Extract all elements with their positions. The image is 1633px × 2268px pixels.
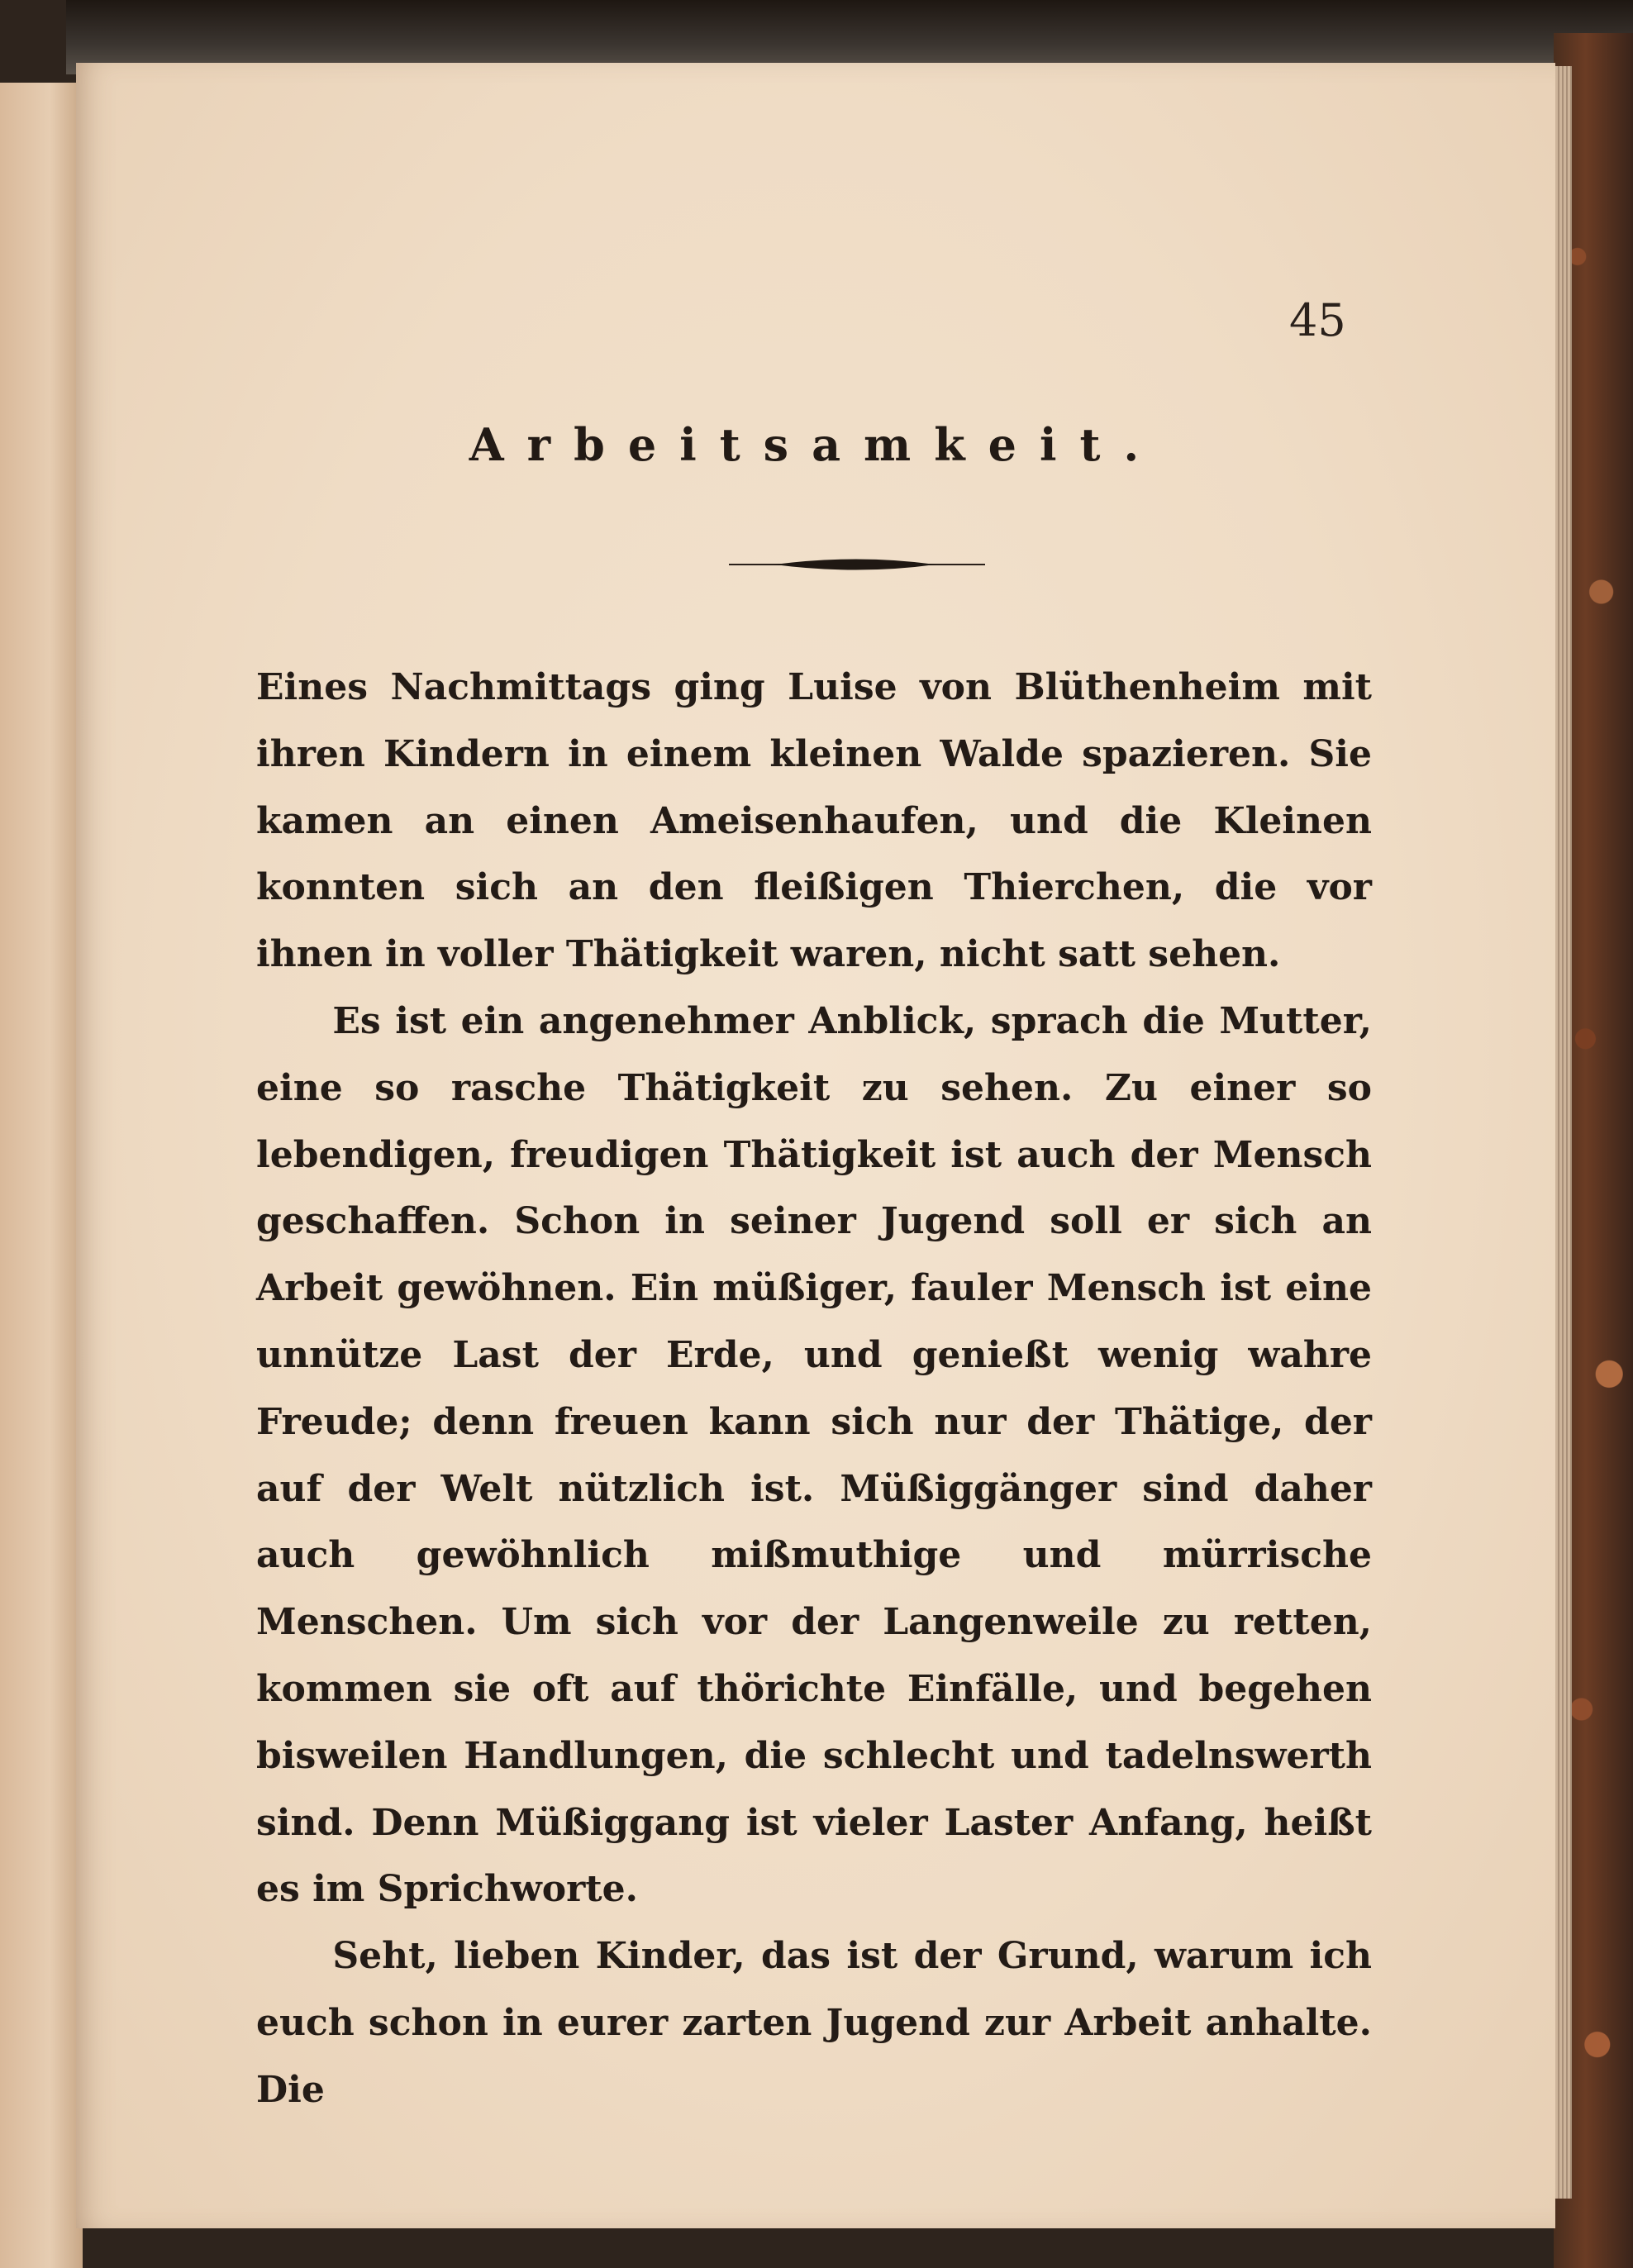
paragraph-2: Es ist ein angenehmer Anblick, sprach die Mutter, eine so rasche Thätigkeit zu sehen. Zu einer so lebendigen, freudigen Thätigkeit ist auch der Mensch geschaffen. Schon in seiner Jugend soll er sich an Arbeit gewöhnen. Ein müßiger, fauler Mensch ist eine unnütze Last der Erde, und genießt wenig wahre Freude; denn freuen kann sich nur der Thätige, der auf der Welt nützlich ist. Müßiggänger sind daher auch gewöhnlich mißmuthige und mürrische Menschen. Um sich vor der Langenweile zu retten, kommen sie oft auf thörichte Einfälle, und begehen bisweilen Handlungen, die schlecht und tadelnswerth sind. Denn Müßiggang ist vieler Laster Anfang, heißt es im Sprichworte. [256,999,1372,1911]
rule-ornament-icon [729,555,985,574]
chapter-title: Arbeitsamkeit. [469,418,1163,471]
paragraph-1: Eines Nachmittags ging Luise von Blüthenheim mit ihren Kindern in einem kleinen Walde spazieren. Sie kamen an einen Ameisenhaufen, und die Kleinen konnten sich an den fleißigen Thierchen, die vor ihnen in voller Thätigkeit waren, nicht satt sehen. [256,666,1372,976]
paragraph-3: Seht, lieben Kinder, das ist der Grund, warum ich euch schon in eurer zarten Jugend zur Arbeit anhalte. Die [256,1935,1372,2111]
facing-page-edge [0,83,83,2268]
page-body-text [256,655,1372,2124]
page-number: 45 [1289,294,1346,346]
book-page [76,63,1555,2228]
